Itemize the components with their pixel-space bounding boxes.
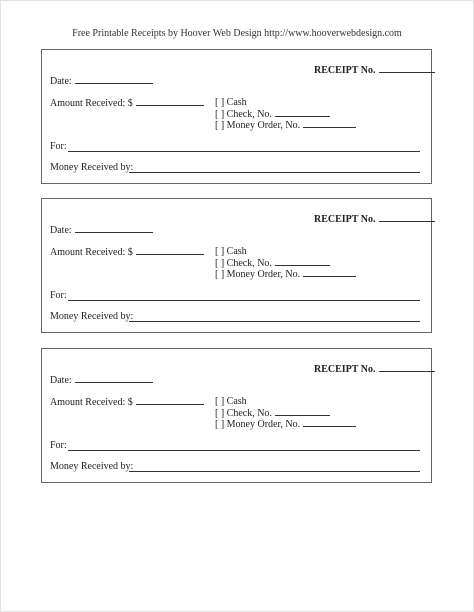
receipt-number-field bbox=[314, 362, 435, 375]
amount-label: Amount Received: $ bbox=[50, 98, 133, 109]
cash-option bbox=[215, 396, 247, 407]
page-header-title: Free Printable Receipts by Hoover Web Design http://www.hooverwebdesign.com bbox=[72, 28, 402, 39]
money-received-by-blank bbox=[129, 321, 420, 322]
amount-blank bbox=[136, 246, 204, 255]
money-received-by-label: Money Received by: bbox=[50, 311, 134, 322]
receipt-number-field bbox=[314, 212, 435, 225]
money-order-option bbox=[215, 418, 356, 430]
check-option-label: [ ] Check, No. bbox=[215, 408, 272, 419]
amount-blank bbox=[136, 396, 204, 405]
date-label: Date: bbox=[50, 76, 72, 87]
money-received-by-blank bbox=[129, 172, 420, 173]
receipt-number-label: RECEIPT No. bbox=[314, 65, 376, 76]
for-label: For: bbox=[50, 290, 67, 301]
amount-field bbox=[50, 97, 204, 109]
check-number-blank bbox=[275, 257, 330, 266]
for-blank bbox=[68, 151, 420, 152]
cash-option-label: [ ] Cash bbox=[215, 246, 247, 257]
receipt-number-label: RECEIPT No. bbox=[314, 364, 376, 375]
amount-label: Amount Received: $ bbox=[50, 397, 133, 408]
money-order-number-blank bbox=[303, 418, 356, 427]
for-blank bbox=[68, 300, 420, 301]
money-order-number-blank bbox=[303, 268, 356, 277]
check-number-blank bbox=[275, 108, 330, 117]
amount-label: Amount Received: $ bbox=[50, 247, 133, 258]
date-label: Date: bbox=[50, 375, 72, 386]
check-option-label: [ ] Check, No. bbox=[215, 109, 272, 120]
cash-option-label: [ ] Cash bbox=[215, 97, 247, 108]
date-blank bbox=[75, 374, 153, 383]
date-field bbox=[50, 75, 153, 87]
date-field bbox=[50, 374, 153, 386]
money-order-option bbox=[215, 268, 356, 280]
money-order-option-label: [ ] Money Order, No. bbox=[215, 269, 301, 280]
money-received-by-blank bbox=[129, 471, 420, 472]
for-label: For: bbox=[50, 141, 67, 152]
amount-field bbox=[50, 246, 204, 258]
check-option-label: [ ] Check, No. bbox=[215, 258, 272, 269]
receipt-form bbox=[41, 198, 432, 333]
for-blank bbox=[68, 450, 420, 451]
money-order-number-blank bbox=[303, 119, 356, 128]
date-blank bbox=[75, 75, 153, 84]
receipt-number-field bbox=[314, 63, 435, 76]
cash-option-label: [ ] Cash bbox=[215, 396, 247, 407]
amount-blank bbox=[136, 97, 204, 106]
amount-field bbox=[50, 396, 204, 408]
money-order-option-label: [ ] Money Order, No. bbox=[215, 419, 301, 430]
receipt-form bbox=[41, 348, 432, 483]
money-received-by-label: Money Received by: bbox=[50, 162, 134, 173]
check-number-blank bbox=[275, 407, 330, 416]
money-order-option-label: [ ] Money Order, No. bbox=[215, 120, 301, 131]
receipt-number-label: RECEIPT No. bbox=[314, 214, 376, 225]
receipt-number-blank bbox=[379, 63, 435, 73]
for-label: For: bbox=[50, 440, 67, 451]
cash-option bbox=[215, 246, 247, 257]
money-received-by-label: Money Received by: bbox=[50, 461, 134, 472]
date-blank bbox=[75, 224, 153, 233]
receipt-number-blank bbox=[379, 212, 435, 222]
receipt-number-blank bbox=[379, 362, 435, 372]
date-label: Date: bbox=[50, 225, 72, 236]
receipt-form bbox=[41, 49, 432, 184]
money-order-option bbox=[215, 119, 356, 131]
cash-option bbox=[215, 97, 247, 108]
date-field bbox=[50, 224, 153, 236]
